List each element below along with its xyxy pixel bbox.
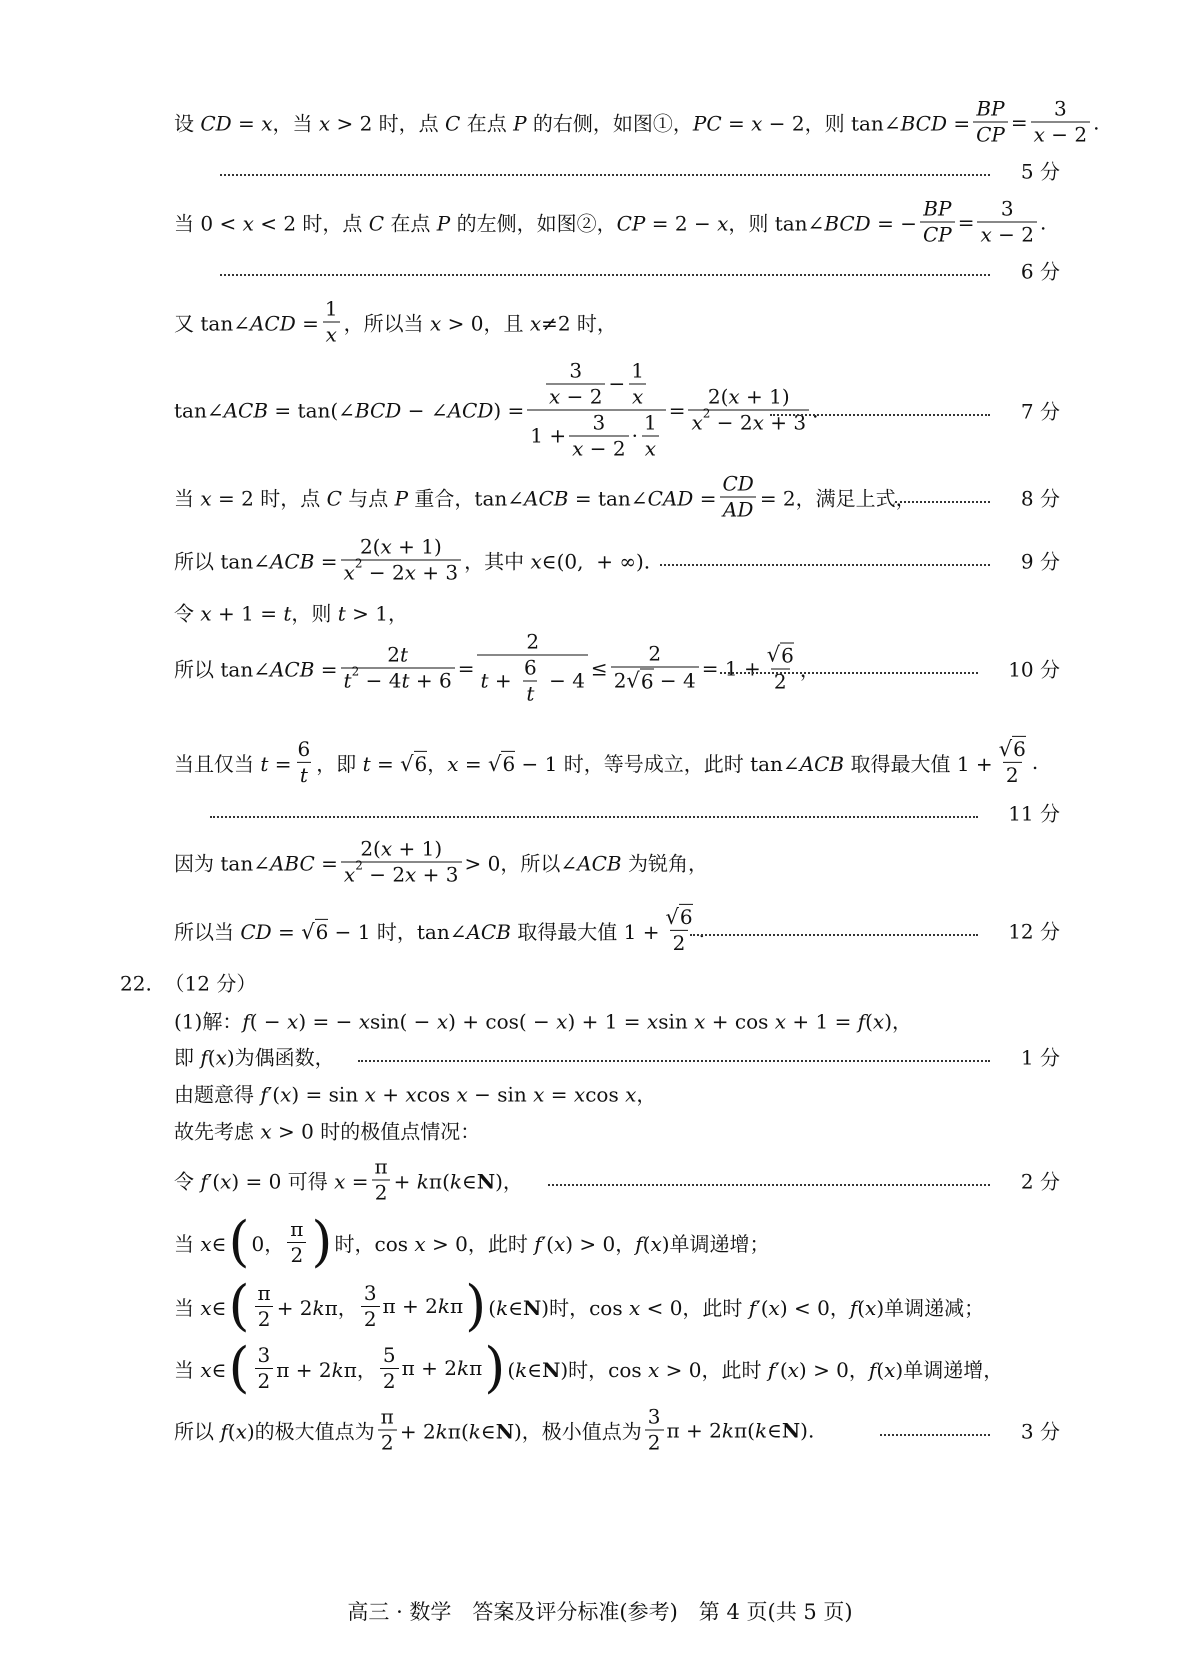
math-line: 设 CD = x，当 x > 2 时，点 C 在点 P 的右侧，如图①，PC = x − 2，则 tan∠BCD = $\frac{BP}{CP}$ = 3 x − 2 . [174,96,1100,147]
math-line: 又 tan∠ACD = $\frac{1}{x}$ ，所以当 x > 0，且 x≠2 时， [174,296,617,347]
math-line: 因为 tan∠ABC = 2( x + 1) x 2 − 2 x + 3 > 0，所以∠ACB 为锐角， [174,836,708,887]
math-line: tan∠ACB = tan(∠BCD − ∠ACD) = 3 x − 2 − $\frac{1}{x}$ 1 + 3 x − 2 · 1 x = 2( x + 1) x 2 − 2 x + 3 . [174,358,819,461]
math-line: 当且仅当 t = $\frac{6}{t}$ ，即 t = √6，x = √6 − 1 时，等号成立，此时 tan∠ACB 取得最大值 1 + √ 6 2 . [174,736,1039,788]
math-line: 令 f′(x) = 0 可得 x = $\frac{\pi}{2}$ + kπ(k∈N)， [174,1154,523,1205]
math-line: 所以 f(x)的极大值点为 π 2 + 2kπ(k∈N)，极小值点为 3 2 π + 2kπ(k∈N). [174,1404,815,1455]
leader-dots [660,564,990,566]
leader-dots [770,414,990,416]
leader-dots [548,1184,990,1186]
math-line: 所以 tan∠ACB = 2( x + 1) x 2 − 2 x + 3 ，其中 x∈(0, + ∞). [174,534,651,585]
leader-dots [895,501,990,503]
leader-dots [690,934,978,936]
score-label: 3 分 [1020,1419,1060,1444]
question-number: 22. （12 分） [120,971,257,996]
math-line: 当 x∈ ( 0， π 2 ) 时，cos x > 0，此时 f′(x) > 0，f(x)单调递增； [174,1210,770,1273]
math-line: (1)解：f( − x) = − xsin( − x) + cos( − x) + 1 = xsin x + cos x + 1 = f(x)， [174,1009,912,1034]
page-footer: 高三 · 数学 答案及评分标准(参考) 第 4 页(共 5 页) [347,1600,853,1624]
score-label: 12 分 [1008,919,1060,944]
math-line: 当 x = 2 时，点 C 与点 P 重合，tan∠ACB = tan∠CAD = $\frac{CD}{AD}$ = 2，满足上式， [174,471,916,522]
math-line: 所以当 CD = √6 − 1 时，tan∠ACB 取得最大值 1 + √ 6 2 . [174,904,705,956]
score-label: 2 分 [1020,1169,1060,1194]
leader-dots [358,1060,990,1062]
score-label: 8 分 [1020,486,1060,511]
leader-dots [220,274,990,276]
math-line: 由题意得 f′(x) = sin x + xcos x − sin x = xcos x， [174,1082,657,1107]
math-line: 当 x∈ ( π 2 + 2kπ， 3 2 π + 2kπ ) (k∈N)时，cos x < 0，此时 f′(x) < 0，f(x)单调递减； [174,1274,985,1337]
math-line: 令 x + 1 = t，则 t > 1， [174,601,408,626]
score-label: 7 分 [1020,399,1060,424]
score-label: 6 分 [1020,259,1060,284]
leader-dots [880,1434,990,1436]
score-label: 1 分 [1020,1045,1060,1070]
math-line: 当 0 < x < 2 时，点 C 在点 P 的左侧，如图②，CP = 2 − x，则 tan∠BCD = − $\frac{BP}{CP}$ = 3 x − 2 . [174,196,1047,247]
score-label: 9 分 [1020,549,1060,574]
score-label: 11 分 [1008,801,1060,826]
score-label: 10 分 [1008,657,1060,682]
leader-dots [210,816,978,818]
math-line: 所以 tan∠ACB = 2 t t 2 − 4 t + 6 = 2 t + 6 t − 4 ≤ 2 2 √ 6 − 4 = 1 + √ 6 2 ， [174,629,820,706]
math-line: 故先考虑 x > 0 时的极值点情况： [174,1119,481,1144]
leader-dots [220,174,990,176]
score-label: 5 分 [1020,159,1060,184]
math-line: 即 f(x)为偶函数， [174,1045,335,1070]
leader-dots [720,672,978,674]
math-line: 当 x∈ ( 3 2 π + 2kπ， 5 2 π + 2kπ ) (k∈N)时，cos x > 0，此时 f′(x) > 0，f(x)单调递增， [174,1336,1004,1399]
